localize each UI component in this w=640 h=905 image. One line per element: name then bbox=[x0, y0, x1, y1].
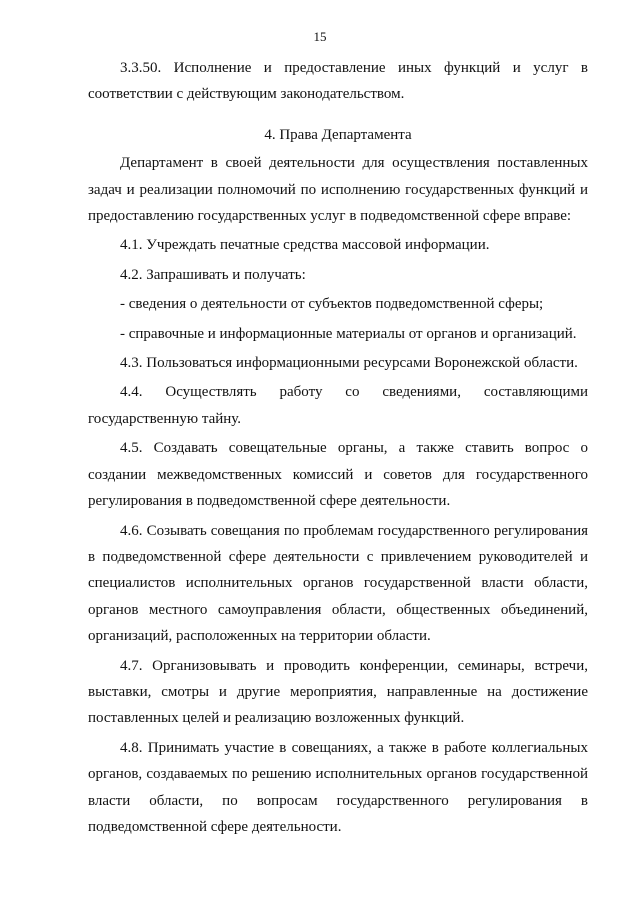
paragraph-4-1: 4.1. Учреждать печатные средства массовой информации. bbox=[120, 237, 490, 254]
paragraph-3-3-50: 3.3.50. Исполнение и предоставление иных функций и услуг в соответствии с действующим законодательством. bbox=[88, 60, 588, 103]
paragraph-4-5: 4.5. Создавать совещательные органы, а также ставить вопрос о создании межведомственных комиссий и советов для государственного регулирования в подведомственной сфере деятельности. bbox=[88, 440, 588, 510]
list-item-subjects: - сведения о деятельности от субъектов подведомственной сферы; bbox=[120, 296, 544, 313]
section-heading: 4. Права Департамента bbox=[264, 126, 412, 143]
paragraph-4-7: 4.7. Организовывать и проводить конференции, семинары, встречи, выставки, смотры и другие мероприятия, направленные на достижение поставленных целей и реализацию возложенных функций. bbox=[88, 657, 588, 727]
paragraph-intro: Департамент в своей деятельности для осуществления поставленных задач и реализации полномочий по исполнению государственных функций и предоставлению государственных услуг в подведомственной сфере вправе: bbox=[88, 155, 588, 225]
paragraph-4-6: 4.6. Созывать совещания по проблемам государственного регулирования в подведомственной сфере деятельности с привлечением руководителей и специалистов исполнительных органов государственной власти области, органов местного самоуправления области, общественных объединений, организаций, расположенных на территории области. bbox=[88, 522, 588, 645]
page-number: 15 bbox=[313, 29, 327, 44]
paragraph-4-4: 4.4. Осуществлять работу со сведениями, составляющими государственную тайну. bbox=[88, 384, 588, 427]
paragraph-4-2: 4.2. Запрашивать и получать: bbox=[120, 266, 306, 283]
paragraph-4-3: 4.3. Пользоваться информационными ресурсами Воронежской области. bbox=[120, 355, 578, 372]
list-item-materials: - справочные и информационные материалы от органов и организаций. bbox=[120, 325, 577, 342]
document-body bbox=[88, 55, 588, 840]
paragraph-4-8: 4.8. Принимать участие в совещаниях, а также в работе коллегиальных органов, создаваемых по решению исполнительных органов государственной власти области, по вопросам государственного регулирования в подведомственной сфере деятельности. bbox=[88, 739, 588, 835]
